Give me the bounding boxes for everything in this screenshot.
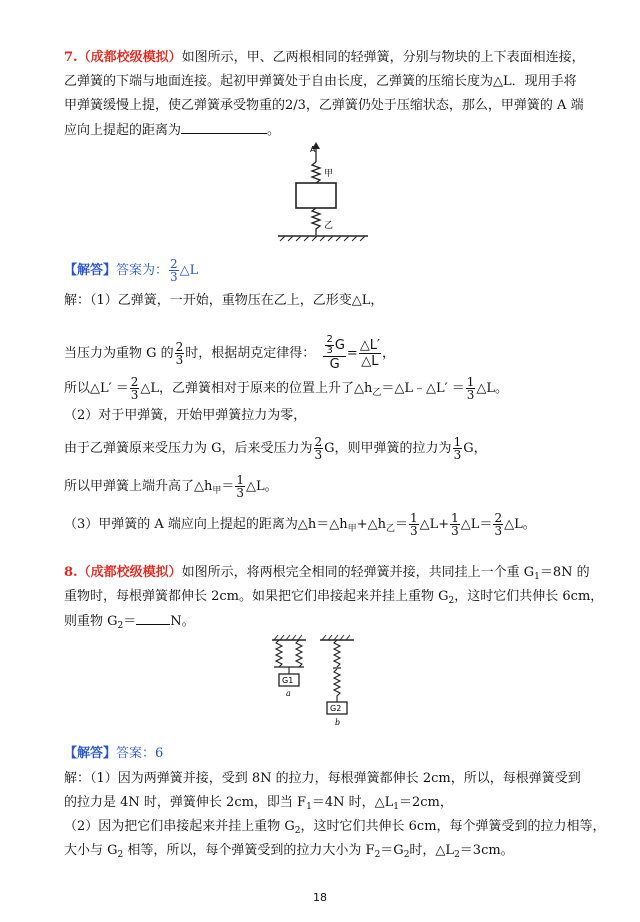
- q7-text1: 如图所示，甲、乙两根相同的轻弹簧，分别与物块的上下表面相连接，: [181, 50, 585, 65]
- q7-sol5-frac2: $\frac{1}{3}$: [453, 435, 462, 462]
- q8-spring-figure: [262, 632, 372, 740]
- q7-spring-figure: [268, 140, 378, 248]
- q8-line2: 重物时，每根弹簧都伸长 2cm。如果把它们串接起来并挂上重物 $G_2$，这时它们共伸长 6cm，: [64, 589, 604, 606]
- q7-line3: 甲弹簧缓慢上提，使乙弹簧承受物重的2/3，乙弹簧仍处于压缩状态，那么，甲弹簧的 A 端: [64, 98, 584, 113]
- q8-sol1: 解：（1）因为两弹簧并接，受到 8N 的拉力，每根弹簧都伸长 2cm，所以，每根弹簧受到: [64, 771, 581, 786]
- q7-label-jia: 甲: [324, 169, 334, 179]
- q7-sol7-frac2: $\frac{1}{3}$: [451, 511, 459, 538]
- q7-block: [296, 183, 336, 208]
- q7-sol7: （3）甲弹簧的 A 端应向上提起的距离为$\triangle h=\triangle h_甲+\triangle h_乙=$ $\frac{1}{3}$ △L+ $\frac{1}{3}$ △L＝ $\frac{2}{3}$ △L。: [64, 511, 536, 538]
- q7-answer-suffix: △L: [179, 263, 199, 278]
- q7-sol7-frac1: $\frac{1}{3}$: [409, 511, 418, 538]
- q7-sol3-frac1: $\frac{2}{3}$: [130, 375, 139, 402]
- page-number: 18: [313, 891, 327, 904]
- q8-source: （成都校级模拟）: [77, 565, 182, 580]
- q7-number: 7.: [64, 50, 78, 65]
- q7-label-a: A: [310, 145, 316, 154]
- q8-spring-b-lower: [334, 669, 340, 702]
- q7-answer-line: [64, 258, 198, 283]
- q7-label-yi: 乙: [324, 221, 334, 231]
- q8-answer-line: [64, 746, 163, 762]
- q7-hooke-left: $\frac{2}{3}$ G G: [323, 335, 345, 372]
- q7-answer-prefix: 答案为：: [116, 263, 169, 278]
- q8-spring-a-left: [276, 640, 282, 667]
- q8-spring-b-upper: [334, 640, 340, 667]
- q7-sol6: 所以甲弹簧上端升高了$\triangle h_甲=$ $\frac{1}{3}$ △L。: [64, 473, 278, 500]
- q8-answer-blank: [136, 613, 170, 625]
- q7-answer-fraction: $\frac{2}{3}$: [170, 257, 178, 284]
- q7-sol1: 解：（1）乙弹簧，一开始，重物压在乙上，乙形变△L，: [64, 293, 384, 308]
- q7-lower-spring: [312, 208, 320, 235]
- q8-sol3: （2）因为把它们串接起来并挂上重物 $G_2$，这时它们共伸长 6cm，每个弹簧受到的拉力相等，: [64, 819, 606, 836]
- q7-answer-tag: 【解答】: [64, 263, 117, 278]
- q7-hooke-right: $\frac{\triangle L'}{\triangle L}$: [359, 338, 381, 369]
- q8-answer-text: 答案：6: [116, 746, 164, 761]
- q8-label-g1: G1: [282, 676, 294, 685]
- q7-sol4: （2）对于甲弹簧，开始甲弹簧拉力为零，: [64, 408, 307, 423]
- q8-number: 8.: [64, 565, 78, 580]
- q7-sol6-frac: $\frac{1}{3}$: [236, 473, 245, 500]
- q7-hooke-eq: =: [346, 346, 358, 361]
- q7-text4-end: 。: [267, 123, 281, 138]
- q7-sol5-frac1: $\frac{2}{3}$: [314, 435, 323, 462]
- q7-sol3-frac2: $\frac{1}{3}$: [466, 375, 475, 402]
- q7-source: （成都校级模拟）: [77, 50, 182, 65]
- q8-sol4: 大小与 $G_2$ 相等，所以，每个弹簧受到的拉力大小为 $F_2=G_2$时，$\triangle L_2=3cm$。: [64, 843, 514, 860]
- q8-spring-a-right: [296, 640, 302, 667]
- q7-line2: 乙弹簧的下端与地面连接。起初甲弹簧处于自由长度，乙弹簧的压缩长度为△L．现用手将: [64, 74, 577, 89]
- q7-sol2: 当压力为重物 G 的 $\frac{2}{3}$ 时，根据胡克定律得： $\frac{2}{3}$ G G = $\frac{\triangle L'}{\triangle L}$ ，: [64, 334, 396, 372]
- q7-sol2-frac: $\frac{2}{3}$: [175, 340, 184, 367]
- q7-answer-blank: [181, 122, 267, 134]
- q7-line1: [64, 50, 585, 66]
- q7-upper-spring: [312, 162, 320, 183]
- q7-sol3: 所以△L′ ＝ $\frac{2}{3}$ △L，乙弹簧相对于原来的位置上升了$\triangle h_乙=\triangle L﹣\triangle L'$ ＝ $\frac{1}{3}$ △L。: [64, 375, 509, 402]
- q8-label-a: a: [286, 689, 291, 698]
- q8-line3: 则重物 $G_2= N$。: [64, 614, 195, 631]
- q7-sol5: 由于乙弹簧原来受压力为 G，后来受压力为 $\frac{2}{3}$ G，则甲弹簧的拉力为 $\frac{1}{3}$ G，: [64, 435, 487, 462]
- q7-sol7-frac3: $\frac{2}{3}$: [494, 511, 503, 538]
- q8-label-g2: G2: [330, 704, 342, 713]
- q7-line4: [64, 122, 280, 139]
- q8-answer-tag: 【解答】: [64, 746, 117, 761]
- q8-sol2: 的拉力是 4N 时，弹簧伸长 2cm，即当 $F_1=4N$ 时，$\triangle L_1=2cm$，: [64, 795, 453, 812]
- q8-label-b: b: [335, 718, 341, 727]
- q8-line1: 8.（成都校级模拟）如图所示，将两根完全相同的轻弹簧并接，共同挂上一个重 $G_1=8N$ 的: [64, 565, 590, 582]
- q7-text4: 应向上提起的距离为: [64, 123, 182, 138]
